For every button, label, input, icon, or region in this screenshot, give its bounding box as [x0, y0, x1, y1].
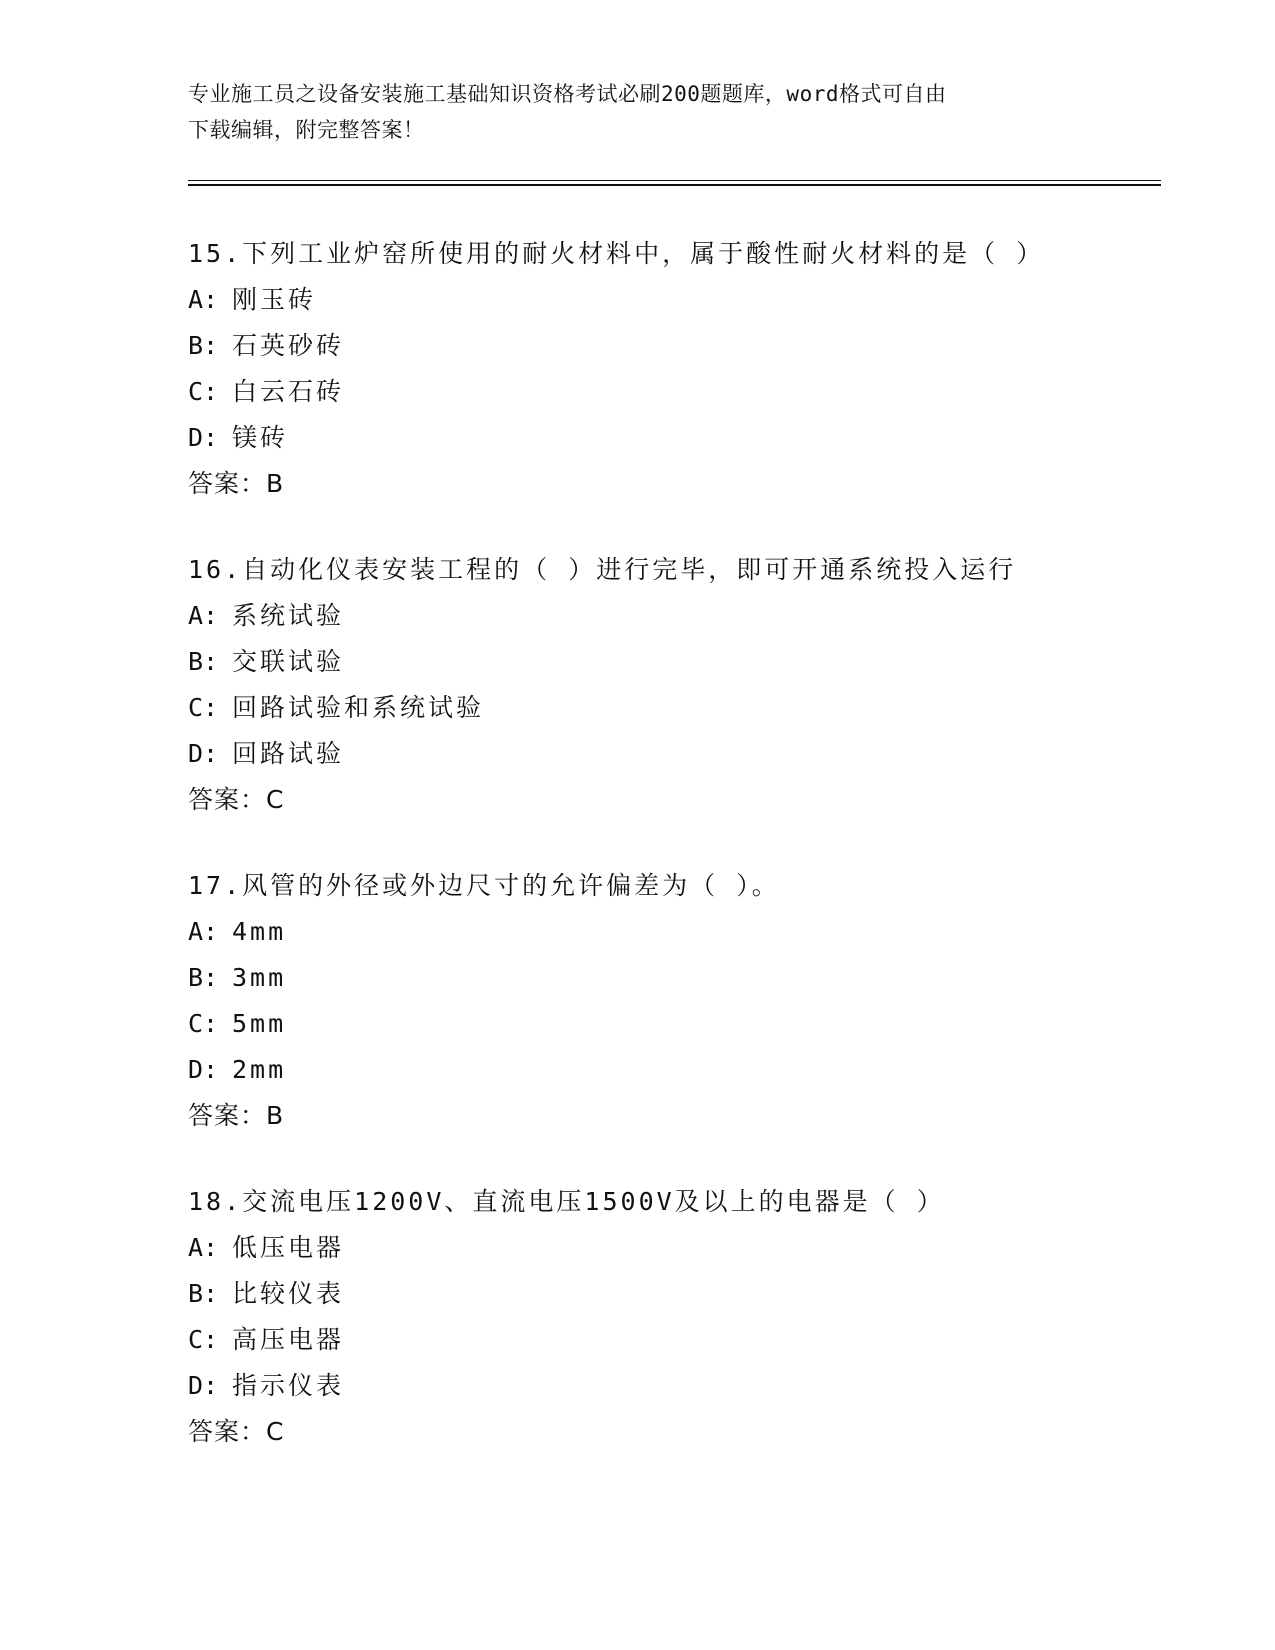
option-c [188, 1001, 1148, 1047]
option-d [188, 731, 1148, 777]
answer-line: 答案：B [188, 1101, 285, 1130]
option-key: D: [188, 1055, 219, 1084]
option-key: B: [188, 331, 219, 360]
option-key: D: [188, 1371, 219, 1400]
option-text: 4mm [232, 917, 287, 946]
answer-line: 答案：C [188, 1417, 285, 1446]
question-block [188, 1179, 1148, 1455]
question-stem: 17.风管的外径或外边尺寸的允许偏差为（ ）。 [188, 871, 780, 900]
question-stem: 18.交流电压1200V、直流电压1500V及以上的电器是（ ） [188, 1187, 945, 1216]
option-text: 低压电器 [232, 1233, 345, 1262]
option-d [188, 415, 1148, 461]
option-a [188, 909, 1148, 955]
answer-line: 答案：B [188, 469, 285, 498]
answer-line: 答案：C [188, 785, 285, 814]
option-b [188, 955, 1148, 1001]
question-stem: 15.下列工业炉窑所使用的耐火材料中，属于酸性耐火材料的是（ ） [188, 239, 1045, 268]
option-c [188, 369, 1148, 415]
option-key: A: [188, 601, 219, 630]
option-d [188, 1047, 1148, 1093]
option-key: C: [188, 1325, 219, 1354]
option-d [188, 1363, 1148, 1409]
header-divider-bottom [188, 184, 1161, 186]
option-text: 交联试验 [232, 647, 345, 676]
option-text: 白云石砖 [232, 377, 345, 406]
header-line-2: 下载编辑，附完整答案！ [188, 118, 425, 142]
option-text: 回路试验 [232, 739, 345, 768]
header-divider-top [188, 180, 1161, 181]
header-line-1: 专业施工员之设备安装施工基础知识资格考试必刷200题题库，word格式可自由 [188, 82, 947, 106]
option-key: D: [188, 739, 219, 768]
option-c [188, 685, 1148, 731]
option-text: 5mm [232, 1009, 287, 1038]
option-text: 比较仪表 [232, 1279, 345, 1308]
option-text: 石英砂砖 [232, 331, 345, 360]
option-key: A: [188, 285, 219, 314]
option-text: 2mm [232, 1055, 287, 1084]
option-key: B: [188, 963, 219, 992]
option-key: C: [188, 377, 219, 406]
option-text: 3mm [232, 963, 287, 992]
option-c [188, 1317, 1148, 1363]
question-block [188, 231, 1148, 507]
option-key: C: [188, 693, 219, 722]
option-key: C: [188, 1009, 219, 1038]
option-text: 镁砖 [232, 423, 289, 452]
option-text: 回路试验和系统试验 [232, 693, 485, 722]
option-text: 高压电器 [232, 1325, 345, 1354]
option-key: A: [188, 1233, 219, 1262]
question-block [188, 863, 1148, 1139]
option-b [188, 1271, 1148, 1317]
option-key: B: [188, 1279, 219, 1308]
option-b [188, 639, 1148, 685]
option-a [188, 1225, 1148, 1271]
option-text: 刚玉砖 [232, 285, 317, 314]
option-a [188, 593, 1148, 639]
option-key: A: [188, 917, 219, 946]
option-key: D: [188, 423, 219, 452]
question-block [188, 547, 1148, 823]
option-text: 指示仪表 [232, 1371, 345, 1400]
option-text: 系统试验 [232, 601, 345, 630]
question-stem: 16.自动化仪表安装工程的（ ）进行完毕，即可开通系统投入运行 [188, 555, 1017, 584]
option-b [188, 323, 1148, 369]
option-key: B: [188, 647, 219, 676]
option-a [188, 277, 1148, 323]
document-header [188, 76, 1068, 148]
